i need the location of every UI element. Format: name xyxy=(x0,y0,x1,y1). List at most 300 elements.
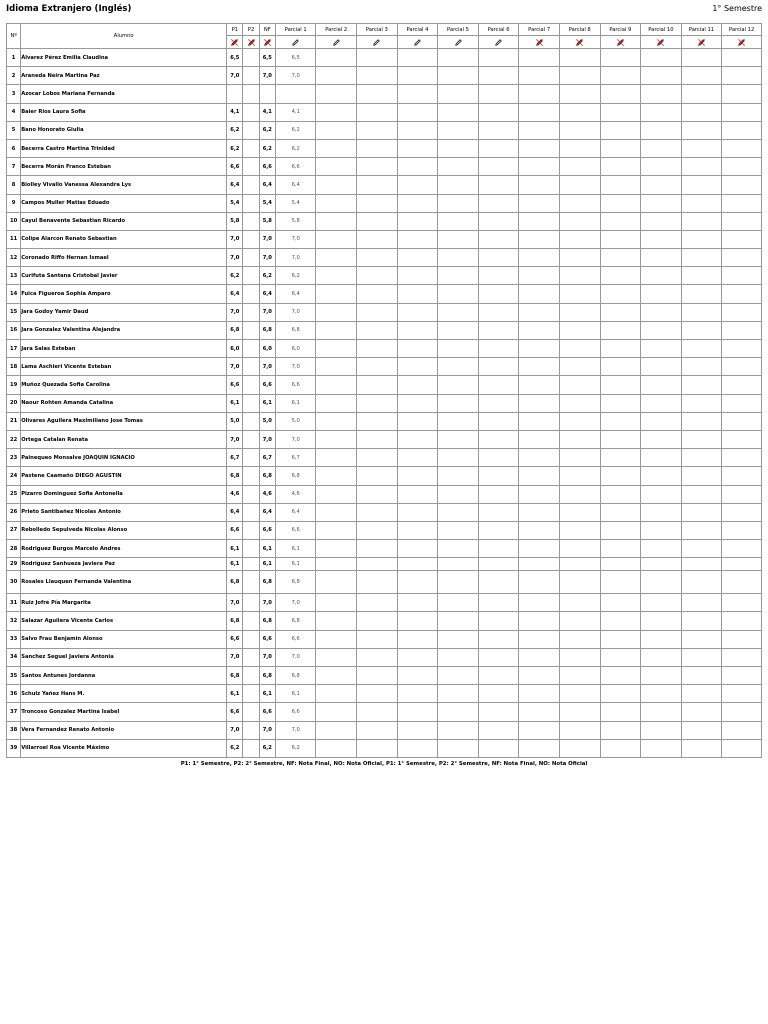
grade-parcial-4[interactable] xyxy=(397,85,438,103)
grade-parcial-1[interactable]: 6,2 xyxy=(275,739,316,757)
grade-parcial-7[interactable] xyxy=(519,430,560,448)
edit-column-cell[interactable] xyxy=(641,36,682,49)
grade-parcial-9[interactable] xyxy=(600,412,641,430)
grade-parcial-6[interactable] xyxy=(478,103,519,121)
grade-parcial-11[interactable] xyxy=(681,267,722,285)
grade-parcial-2[interactable] xyxy=(316,612,357,630)
grade-parcial-11[interactable] xyxy=(681,340,722,358)
grade-parcial-1[interactable]: 6,8 xyxy=(275,612,316,630)
grade-parcial-12[interactable] xyxy=(722,467,762,485)
grade-parcial-7[interactable] xyxy=(519,721,560,739)
grade-parcial-12[interactable] xyxy=(722,485,762,503)
grade-parcial-9[interactable] xyxy=(600,430,641,448)
grade-parcial-8[interactable] xyxy=(559,571,600,594)
grade-parcial-9[interactable] xyxy=(600,376,641,394)
grade-parcial-2[interactable] xyxy=(316,230,357,248)
grade-parcial-10[interactable] xyxy=(641,394,682,412)
edit-icon[interactable] xyxy=(291,40,300,46)
grade-parcial-8[interactable] xyxy=(559,176,600,194)
grade-parcial-6[interactable] xyxy=(478,358,519,376)
grade-parcial-3[interactable] xyxy=(357,667,398,685)
grade-parcial-12[interactable] xyxy=(722,340,762,358)
grade-parcial-4[interactable] xyxy=(397,630,438,648)
grade-parcial-6[interactable] xyxy=(478,67,519,85)
grade-parcial-8[interactable] xyxy=(559,612,600,630)
grade-parcial-3[interactable] xyxy=(357,594,398,612)
grade-parcial-2[interactable] xyxy=(316,376,357,394)
grade-parcial-10[interactable] xyxy=(641,558,682,571)
grade-parcial-1[interactable]: 6,2 xyxy=(275,121,316,139)
grade-parcial-10[interactable] xyxy=(641,721,682,739)
grade-parcial-4[interactable] xyxy=(397,540,438,558)
grade-parcial-9[interactable] xyxy=(600,67,641,85)
grade-parcial-10[interactable] xyxy=(641,176,682,194)
grade-parcial-9[interactable] xyxy=(600,521,641,539)
grade-parcial-7[interactable] xyxy=(519,630,560,648)
grade-parcial-5[interactable] xyxy=(438,721,479,739)
grade-parcial-8[interactable] xyxy=(559,285,600,303)
grade-parcial-6[interactable] xyxy=(478,249,519,267)
grade-parcial-3[interactable] xyxy=(357,139,398,157)
grade-parcial-4[interactable] xyxy=(397,139,438,157)
grade-parcial-10[interactable] xyxy=(641,303,682,321)
grade-parcial-3[interactable] xyxy=(357,103,398,121)
grade-parcial-2[interactable] xyxy=(316,212,357,230)
grade-parcial-10[interactable] xyxy=(641,485,682,503)
grade-parcial-8[interactable] xyxy=(559,249,600,267)
grade-parcial-1[interactable]: 7,0 xyxy=(275,67,316,85)
edit-disabled-icon[interactable] xyxy=(697,40,706,46)
grade-parcial-1[interactable]: 6,8 xyxy=(275,467,316,485)
grade-parcial-3[interactable] xyxy=(357,49,398,67)
grade-parcial-7[interactable] xyxy=(519,85,560,103)
grade-parcial-10[interactable] xyxy=(641,648,682,666)
grade-parcial-9[interactable] xyxy=(600,358,641,376)
grade-parcial-9[interactable] xyxy=(600,485,641,503)
grade-parcial-9[interactable] xyxy=(600,230,641,248)
grade-parcial-2[interactable] xyxy=(316,267,357,285)
grade-parcial-9[interactable] xyxy=(600,739,641,757)
grade-parcial-9[interactable] xyxy=(600,321,641,339)
grade-parcial-9[interactable] xyxy=(600,176,641,194)
grade-parcial-7[interactable] xyxy=(519,121,560,139)
grade-parcial-4[interactable] xyxy=(397,594,438,612)
grade-parcial-10[interactable] xyxy=(641,412,682,430)
grade-parcial-3[interactable] xyxy=(357,303,398,321)
grade-parcial-8[interactable] xyxy=(559,721,600,739)
grade-parcial-9[interactable] xyxy=(600,648,641,666)
grade-parcial-8[interactable] xyxy=(559,376,600,394)
grade-parcial-5[interactable] xyxy=(438,340,479,358)
grade-parcial-4[interactable] xyxy=(397,158,438,176)
grade-parcial-7[interactable] xyxy=(519,571,560,594)
grade-parcial-6[interactable] xyxy=(478,667,519,685)
grade-parcial-7[interactable] xyxy=(519,503,560,521)
grade-parcial-8[interactable] xyxy=(559,194,600,212)
grade-parcial-10[interactable] xyxy=(641,249,682,267)
grade-parcial-5[interactable] xyxy=(438,67,479,85)
grade-parcial-10[interactable] xyxy=(641,521,682,539)
grade-parcial-1[interactable]: 6,7 xyxy=(275,449,316,467)
grade-parcial-7[interactable] xyxy=(519,67,560,85)
grade-parcial-8[interactable] xyxy=(559,394,600,412)
grade-parcial-2[interactable] xyxy=(316,521,357,539)
grade-parcial-11[interactable] xyxy=(681,67,722,85)
grade-parcial-6[interactable] xyxy=(478,230,519,248)
grade-parcial-10[interactable] xyxy=(641,230,682,248)
grade-parcial-7[interactable] xyxy=(519,139,560,157)
grade-parcial-11[interactable] xyxy=(681,194,722,212)
grade-parcial-1[interactable]: 6,1 xyxy=(275,685,316,703)
grade-parcial-6[interactable] xyxy=(478,703,519,721)
grade-parcial-6[interactable] xyxy=(478,571,519,594)
grade-parcial-1[interactable]: 6,2 xyxy=(275,267,316,285)
grade-parcial-4[interactable] xyxy=(397,612,438,630)
grade-parcial-3[interactable] xyxy=(357,703,398,721)
grade-parcial-10[interactable] xyxy=(641,49,682,67)
grade-parcial-12[interactable] xyxy=(722,158,762,176)
grade-parcial-6[interactable] xyxy=(478,558,519,571)
grade-parcial-5[interactable] xyxy=(438,430,479,448)
grade-parcial-10[interactable] xyxy=(641,703,682,721)
grade-parcial-1[interactable]: 6,8 xyxy=(275,571,316,594)
grade-parcial-10[interactable] xyxy=(641,67,682,85)
grade-parcial-11[interactable] xyxy=(681,358,722,376)
grade-parcial-3[interactable] xyxy=(357,430,398,448)
grade-parcial-4[interactable] xyxy=(397,412,438,430)
grade-parcial-3[interactable] xyxy=(357,267,398,285)
grade-parcial-3[interactable] xyxy=(357,467,398,485)
grade-parcial-11[interactable] xyxy=(681,630,722,648)
grade-parcial-7[interactable] xyxy=(519,212,560,230)
grade-parcial-2[interactable] xyxy=(316,703,357,721)
grade-parcial-11[interactable] xyxy=(681,703,722,721)
grade-parcial-8[interactable] xyxy=(559,158,600,176)
grade-parcial-11[interactable] xyxy=(681,158,722,176)
grade-parcial-7[interactable] xyxy=(519,648,560,666)
grade-parcial-3[interactable] xyxy=(357,121,398,139)
grade-parcial-4[interactable] xyxy=(397,648,438,666)
grade-parcial-6[interactable] xyxy=(478,540,519,558)
edit-disabled-icon[interactable] xyxy=(656,40,665,46)
grade-parcial-3[interactable] xyxy=(357,503,398,521)
grade-parcial-1[interactable]: 6,8 xyxy=(275,667,316,685)
grade-parcial-7[interactable] xyxy=(519,412,560,430)
grade-parcial-10[interactable] xyxy=(641,121,682,139)
grade-parcial-8[interactable] xyxy=(559,521,600,539)
edit-column-cell[interactable] xyxy=(478,36,519,49)
grade-parcial-7[interactable] xyxy=(519,667,560,685)
grade-parcial-8[interactable] xyxy=(559,321,600,339)
grade-parcial-10[interactable] xyxy=(641,139,682,157)
grade-parcial-1[interactable]: 6,5 xyxy=(275,49,316,67)
grade-parcial-11[interactable] xyxy=(681,212,722,230)
edit-icon[interactable] xyxy=(332,40,341,46)
grade-parcial-8[interactable] xyxy=(559,230,600,248)
grade-parcial-10[interactable] xyxy=(641,467,682,485)
grade-parcial-7[interactable] xyxy=(519,685,560,703)
edit-icon[interactable] xyxy=(454,40,463,46)
edit-column-cell[interactable] xyxy=(600,36,641,49)
grade-parcial-6[interactable] xyxy=(478,612,519,630)
grade-parcial-6[interactable] xyxy=(478,521,519,539)
grade-parcial-11[interactable] xyxy=(681,612,722,630)
grade-parcial-7[interactable] xyxy=(519,540,560,558)
grade-parcial-9[interactable] xyxy=(600,571,641,594)
grade-parcial-7[interactable] xyxy=(519,303,560,321)
grade-parcial-1[interactable]: 6,4 xyxy=(275,176,316,194)
grade-parcial-6[interactable] xyxy=(478,430,519,448)
grade-parcial-8[interactable] xyxy=(559,139,600,157)
grade-parcial-5[interactable] xyxy=(438,612,479,630)
grade-parcial-12[interactable] xyxy=(722,703,762,721)
edit-column-cell[interactable] xyxy=(397,36,438,49)
edit-disabled-icon[interactable] xyxy=(737,40,746,46)
grade-parcial-7[interactable] xyxy=(519,449,560,467)
grade-parcial-10[interactable] xyxy=(641,358,682,376)
grade-parcial-4[interactable] xyxy=(397,558,438,571)
grade-parcial-11[interactable] xyxy=(681,103,722,121)
grade-parcial-3[interactable] xyxy=(357,540,398,558)
grade-parcial-3[interactable] xyxy=(357,376,398,394)
grade-parcial-2[interactable] xyxy=(316,685,357,703)
grade-parcial-12[interactable] xyxy=(722,721,762,739)
grade-parcial-9[interactable] xyxy=(600,212,641,230)
grade-parcial-1[interactable]: 4,1 xyxy=(275,103,316,121)
grade-parcial-4[interactable] xyxy=(397,703,438,721)
edit-column-cell[interactable] xyxy=(722,36,762,49)
grade-parcial-11[interactable] xyxy=(681,503,722,521)
grade-parcial-1[interactable]: 6,1 xyxy=(275,558,316,571)
grade-parcial-10[interactable] xyxy=(641,571,682,594)
edit-disabled-icon[interactable] xyxy=(535,40,544,46)
grade-parcial-11[interactable] xyxy=(681,249,722,267)
grade-parcial-12[interactable] xyxy=(722,267,762,285)
edit-disabled-icon[interactable] xyxy=(230,40,239,46)
grade-parcial-11[interactable] xyxy=(681,85,722,103)
grade-parcial-2[interactable] xyxy=(316,721,357,739)
grade-parcial-8[interactable] xyxy=(559,667,600,685)
grade-parcial-5[interactable] xyxy=(438,212,479,230)
grade-parcial-8[interactable] xyxy=(559,121,600,139)
grade-parcial-6[interactable] xyxy=(478,739,519,757)
grade-parcial-7[interactable] xyxy=(519,467,560,485)
grade-parcial-6[interactable] xyxy=(478,267,519,285)
grade-parcial-8[interactable] xyxy=(559,540,600,558)
grade-parcial-1[interactable]: 6,6 xyxy=(275,630,316,648)
grade-parcial-9[interactable] xyxy=(600,340,641,358)
grade-parcial-4[interactable] xyxy=(397,249,438,267)
grade-parcial-4[interactable] xyxy=(397,394,438,412)
grade-parcial-9[interactable] xyxy=(600,594,641,612)
grade-parcial-7[interactable] xyxy=(519,340,560,358)
grade-parcial-2[interactable] xyxy=(316,571,357,594)
grade-parcial-6[interactable] xyxy=(478,503,519,521)
grade-parcial-8[interactable] xyxy=(559,685,600,703)
grade-parcial-5[interactable] xyxy=(438,503,479,521)
grade-parcial-1[interactable]: 5,0 xyxy=(275,412,316,430)
grade-parcial-3[interactable] xyxy=(357,685,398,703)
grade-parcial-11[interactable] xyxy=(681,648,722,666)
grade-parcial-11[interactable] xyxy=(681,430,722,448)
grade-parcial-11[interactable] xyxy=(681,467,722,485)
grade-parcial-8[interactable] xyxy=(559,430,600,448)
grade-parcial-2[interactable] xyxy=(316,412,357,430)
grade-parcial-4[interactable] xyxy=(397,267,438,285)
grade-parcial-2[interactable] xyxy=(316,467,357,485)
grade-parcial-3[interactable] xyxy=(357,648,398,666)
grade-parcial-5[interactable] xyxy=(438,85,479,103)
grade-parcial-3[interactable] xyxy=(357,449,398,467)
grade-parcial-12[interactable] xyxy=(722,521,762,539)
grade-parcial-12[interactable] xyxy=(722,612,762,630)
grade-parcial-12[interactable] xyxy=(722,212,762,230)
grade-parcial-9[interactable] xyxy=(600,121,641,139)
grade-parcial-11[interactable] xyxy=(681,412,722,430)
edit-column-cell[interactable] xyxy=(227,36,243,49)
grade-parcial-12[interactable] xyxy=(722,358,762,376)
grade-parcial-2[interactable] xyxy=(316,85,357,103)
grade-parcial-1[interactable]: 6,8 xyxy=(275,321,316,339)
grade-parcial-7[interactable] xyxy=(519,158,560,176)
grade-parcial-2[interactable] xyxy=(316,558,357,571)
grade-parcial-3[interactable] xyxy=(357,739,398,757)
grade-parcial-10[interactable] xyxy=(641,340,682,358)
edit-disabled-icon[interactable] xyxy=(263,40,272,46)
grade-parcial-8[interactable] xyxy=(559,594,600,612)
grade-parcial-12[interactable] xyxy=(722,85,762,103)
grade-parcial-8[interactable] xyxy=(559,212,600,230)
grade-parcial-9[interactable] xyxy=(600,49,641,67)
grade-parcial-3[interactable] xyxy=(357,612,398,630)
grade-parcial-10[interactable] xyxy=(641,667,682,685)
grade-parcial-7[interactable] xyxy=(519,176,560,194)
grade-parcial-6[interactable] xyxy=(478,648,519,666)
grade-parcial-11[interactable] xyxy=(681,521,722,539)
grade-parcial-8[interactable] xyxy=(559,558,600,571)
grade-parcial-9[interactable] xyxy=(600,267,641,285)
grade-parcial-6[interactable] xyxy=(478,412,519,430)
grade-parcial-12[interactable] xyxy=(722,540,762,558)
grade-parcial-1[interactable]: 7,0 xyxy=(275,648,316,666)
grade-parcial-6[interactable] xyxy=(478,685,519,703)
grade-parcial-12[interactable] xyxy=(722,321,762,339)
grade-parcial-2[interactable] xyxy=(316,630,357,648)
grade-parcial-7[interactable] xyxy=(519,739,560,757)
grade-parcial-12[interactable] xyxy=(722,739,762,757)
grade-parcial-2[interactable] xyxy=(316,139,357,157)
grade-parcial-11[interactable] xyxy=(681,394,722,412)
grade-parcial-5[interactable] xyxy=(438,739,479,757)
grade-parcial-1[interactable]: 7,0 xyxy=(275,594,316,612)
edit-column-cell[interactable] xyxy=(681,36,722,49)
grade-parcial-12[interactable] xyxy=(722,558,762,571)
grade-parcial-1[interactable]: 6,2 xyxy=(275,139,316,157)
grade-parcial-10[interactable] xyxy=(641,285,682,303)
grade-parcial-4[interactable] xyxy=(397,340,438,358)
grade-parcial-11[interactable] xyxy=(681,540,722,558)
grade-parcial-1[interactable]: 6,4 xyxy=(275,503,316,521)
grade-parcial-2[interactable] xyxy=(316,430,357,448)
grade-parcial-5[interactable] xyxy=(438,630,479,648)
grade-parcial-11[interactable] xyxy=(681,121,722,139)
grade-parcial-9[interactable] xyxy=(600,139,641,157)
grade-parcial-5[interactable] xyxy=(438,648,479,666)
grade-parcial-8[interactable] xyxy=(559,358,600,376)
grade-parcial-9[interactable] xyxy=(600,667,641,685)
grade-parcial-8[interactable] xyxy=(559,67,600,85)
grade-parcial-5[interactable] xyxy=(438,358,479,376)
grade-parcial-6[interactable] xyxy=(478,49,519,67)
grade-parcial-8[interactable] xyxy=(559,503,600,521)
grade-parcial-2[interactable] xyxy=(316,249,357,267)
grade-parcial-11[interactable] xyxy=(681,449,722,467)
grade-parcial-10[interactable] xyxy=(641,739,682,757)
grade-parcial-2[interactable] xyxy=(316,648,357,666)
grade-parcial-11[interactable] xyxy=(681,303,722,321)
grade-parcial-4[interactable] xyxy=(397,521,438,539)
grade-parcial-8[interactable] xyxy=(559,85,600,103)
grade-parcial-5[interactable] xyxy=(438,394,479,412)
grade-parcial-4[interactable] xyxy=(397,103,438,121)
grade-parcial-4[interactable] xyxy=(397,503,438,521)
grade-parcial-11[interactable] xyxy=(681,485,722,503)
grade-parcial-1[interactable]: 6,0 xyxy=(275,340,316,358)
grade-parcial-3[interactable] xyxy=(357,158,398,176)
grade-parcial-9[interactable] xyxy=(600,630,641,648)
grade-parcial-6[interactable] xyxy=(478,176,519,194)
edit-disabled-icon[interactable] xyxy=(247,40,256,46)
grade-parcial-7[interactable] xyxy=(519,49,560,67)
grade-parcial-10[interactable] xyxy=(641,321,682,339)
grade-parcial-7[interactable] xyxy=(519,612,560,630)
grade-parcial-7[interactable] xyxy=(519,230,560,248)
grade-parcial-2[interactable] xyxy=(316,321,357,339)
grade-parcial-5[interactable] xyxy=(438,667,479,685)
grade-parcial-4[interactable] xyxy=(397,430,438,448)
grade-parcial-4[interactable] xyxy=(397,194,438,212)
grade-parcial-9[interactable] xyxy=(600,85,641,103)
grade-parcial-1[interactable]: 7,0 xyxy=(275,721,316,739)
grade-parcial-2[interactable] xyxy=(316,340,357,358)
grade-parcial-12[interactable] xyxy=(722,394,762,412)
grade-parcial-9[interactable] xyxy=(600,449,641,467)
grade-parcial-11[interactable] xyxy=(681,230,722,248)
grade-parcial-8[interactable] xyxy=(559,340,600,358)
grade-parcial-12[interactable] xyxy=(722,139,762,157)
grade-parcial-9[interactable] xyxy=(600,467,641,485)
grade-parcial-9[interactable] xyxy=(600,285,641,303)
grade-parcial-2[interactable] xyxy=(316,449,357,467)
grade-parcial-8[interactable] xyxy=(559,49,600,67)
grade-parcial-10[interactable] xyxy=(641,612,682,630)
grade-parcial-6[interactable] xyxy=(478,285,519,303)
edit-column-cell[interactable] xyxy=(357,36,398,49)
grade-parcial-4[interactable] xyxy=(397,176,438,194)
grade-parcial-12[interactable] xyxy=(722,449,762,467)
grade-parcial-5[interactable] xyxy=(438,267,479,285)
grade-parcial-2[interactable] xyxy=(316,303,357,321)
grade-parcial-9[interactable] xyxy=(600,249,641,267)
grade-parcial-6[interactable] xyxy=(478,85,519,103)
grade-parcial-1[interactable]: 7,0 xyxy=(275,303,316,321)
grade-parcial-2[interactable] xyxy=(316,667,357,685)
grade-parcial-1[interactable]: 5,8 xyxy=(275,212,316,230)
grade-parcial-10[interactable] xyxy=(641,503,682,521)
grade-parcial-3[interactable] xyxy=(357,340,398,358)
grade-parcial-6[interactable] xyxy=(478,303,519,321)
grade-parcial-5[interactable] xyxy=(438,158,479,176)
